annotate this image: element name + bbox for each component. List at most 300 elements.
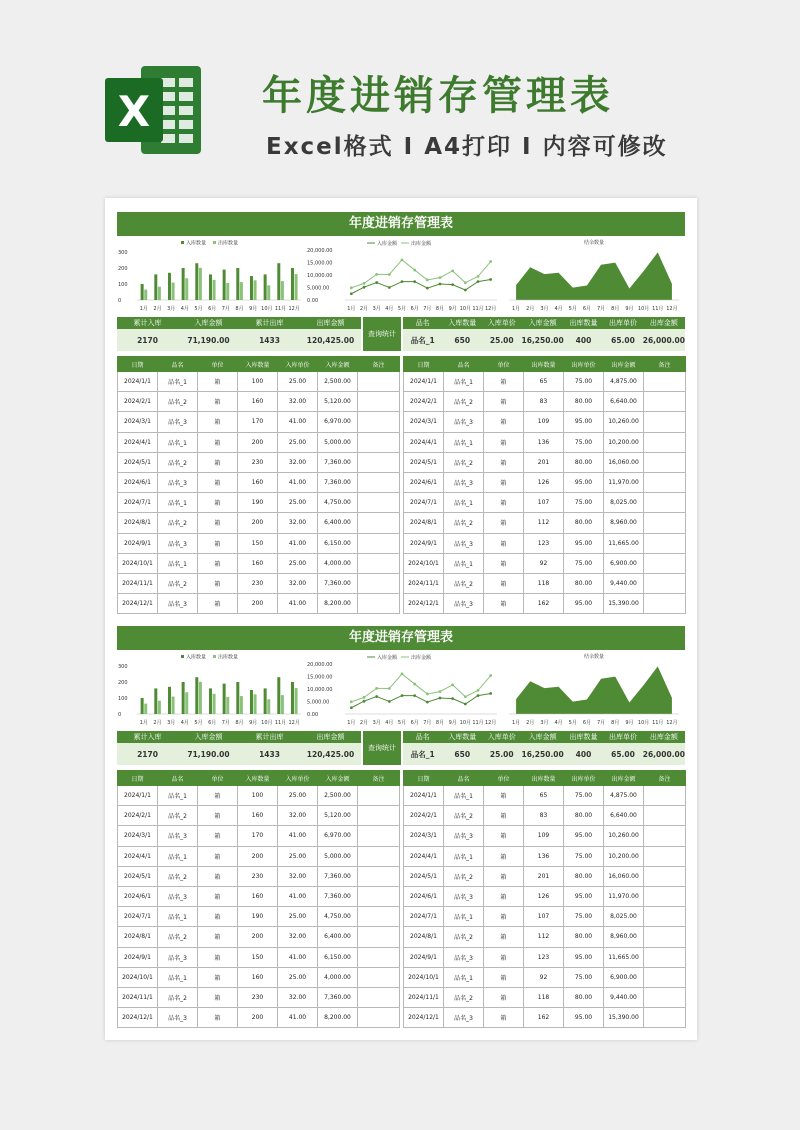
table-cell[interactable]: 10,260.00 <box>604 826 644 846</box>
table-cell[interactable]: 2024/7/1 <box>118 907 158 927</box>
table-cell[interactable]: 5,000.00 <box>318 846 358 866</box>
table-cell[interactable]: 箱 <box>484 846 524 866</box>
table-cell[interactable]: 25.00 <box>278 846 318 866</box>
table-cell[interactable]: 箱 <box>198 513 238 533</box>
table-cell[interactable]: 箱 <box>198 806 238 826</box>
table-cell[interactable]: 100 <box>238 786 278 806</box>
table-cell[interactable]: 2024/2/1 <box>118 392 158 412</box>
table-cell[interactable]: 2024/5/1 <box>118 866 158 886</box>
table-cell[interactable]: 6,150.00 <box>318 947 358 967</box>
table-cell[interactable]: 95.00 <box>564 947 604 967</box>
table-cell[interactable]: 2024/3/1 <box>118 826 158 846</box>
table-cell[interactable]: 25.00 <box>278 553 318 573</box>
table-cell[interactable]: 11,665.00 <box>604 947 644 967</box>
query-stats-button[interactable]: 查询统计 <box>363 317 401 351</box>
table-cell[interactable]: 2024/12/1 <box>404 1008 444 1028</box>
table-cell[interactable]: 6,900.00 <box>604 967 644 987</box>
table-cell[interactable]: 箱 <box>198 846 238 866</box>
table-cell[interactable]: 品名_2 <box>444 452 484 472</box>
table-cell[interactable]: 4,000.00 <box>318 967 358 987</box>
product-select[interactable]: 品名_1 <box>403 329 443 351</box>
table-cell[interactable] <box>644 907 686 927</box>
table-cell[interactable]: 80.00 <box>564 987 604 1007</box>
table-cell[interactable]: 75.00 <box>564 967 604 987</box>
table-cell[interactable]: 6,400.00 <box>318 927 358 947</box>
table-cell[interactable]: 201 <box>524 866 564 886</box>
table-cell[interactable]: 品名_2 <box>158 573 198 593</box>
table-cell[interactable]: 2024/1/1 <box>404 372 444 392</box>
table-cell[interactable]: 190 <box>238 493 278 513</box>
table-cell[interactable]: 品名_1 <box>444 372 484 392</box>
table-cell[interactable]: 136 <box>524 846 564 866</box>
table-cell[interactable] <box>358 412 400 432</box>
table-cell[interactable]: 品名_1 <box>444 967 484 987</box>
table-cell[interactable]: 品名_3 <box>444 1008 484 1028</box>
table-cell[interactable]: 箱 <box>198 493 238 513</box>
table-cell[interactable]: 95.00 <box>564 533 604 553</box>
table-cell[interactable]: 75.00 <box>564 786 604 806</box>
table-cell[interactable]: 箱 <box>484 493 524 513</box>
table-cell[interactable]: 160 <box>238 806 278 826</box>
table-cell[interactable] <box>358 372 400 392</box>
table-cell[interactable]: 2024/11/1 <box>404 987 444 1007</box>
table-cell[interactable]: 25.00 <box>278 907 318 927</box>
table-cell[interactable]: 41.00 <box>278 1008 318 1028</box>
table-cell[interactable] <box>358 493 400 513</box>
table-cell[interactable]: 2024/11/1 <box>118 573 158 593</box>
table-cell[interactable]: 150 <box>238 947 278 967</box>
table-cell[interactable] <box>358 392 400 412</box>
table-cell[interactable]: 箱 <box>198 1008 238 1028</box>
table-cell[interactable]: 2024/3/1 <box>404 412 444 432</box>
table-cell[interactable]: 32.00 <box>278 513 318 533</box>
table-cell[interactable]: 品名_1 <box>158 372 198 392</box>
table-cell[interactable]: 32.00 <box>278 452 318 472</box>
table-cell[interactable]: 118 <box>524 987 564 1007</box>
table-cell[interactable]: 32.00 <box>278 866 318 886</box>
table-cell[interactable]: 8,025.00 <box>604 907 644 927</box>
table-cell[interactable]: 80.00 <box>564 573 604 593</box>
table-cell[interactable]: 75.00 <box>564 907 604 927</box>
table-cell[interactable]: 箱 <box>484 452 524 472</box>
table-cell[interactable]: 2024/2/1 <box>118 806 158 826</box>
table-cell[interactable]: 41.00 <box>278 594 318 614</box>
table-cell[interactable]: 品名_1 <box>444 432 484 452</box>
table-cell[interactable]: 41.00 <box>278 826 318 846</box>
table-cell[interactable]: 箱 <box>484 594 524 614</box>
table-cell[interactable] <box>644 533 686 553</box>
table-cell[interactable]: 83 <box>524 806 564 826</box>
table-cell[interactable]: 5,000.00 <box>318 432 358 452</box>
table-cell[interactable] <box>644 947 686 967</box>
table-cell[interactable]: 8,960.00 <box>604 927 644 947</box>
table-cell[interactable] <box>644 866 686 886</box>
table-cell[interactable]: 2024/5/1 <box>404 866 444 886</box>
table-cell[interactable]: 80.00 <box>564 927 604 947</box>
table-cell[interactable]: 2024/2/1 <box>404 392 444 412</box>
table-cell[interactable]: 7,360.00 <box>318 987 358 1007</box>
table-cell[interactable] <box>358 432 400 452</box>
table-cell[interactable]: 2024/1/1 <box>404 786 444 806</box>
table-cell[interactable] <box>358 472 400 492</box>
table-cell[interactable]: 41.00 <box>278 412 318 432</box>
table-cell[interactable]: 10,200.00 <box>604 846 644 866</box>
table-cell[interactable] <box>358 826 400 846</box>
table-cell[interactable] <box>358 927 400 947</box>
table-cell[interactable]: 5,120.00 <box>318 806 358 826</box>
table-cell[interactable]: 136 <box>524 432 564 452</box>
table-cell[interactable] <box>644 927 686 947</box>
table-cell[interactable]: 2024/7/1 <box>404 907 444 927</box>
table-cell[interactable]: 箱 <box>484 806 524 826</box>
table-cell[interactable]: 6,970.00 <box>318 412 358 432</box>
table-cell[interactable] <box>644 594 686 614</box>
table-cell[interactable]: 200 <box>238 594 278 614</box>
table-cell[interactable]: 170 <box>238 826 278 846</box>
table-cell[interactable]: 2024/12/1 <box>118 1008 158 1028</box>
table-cell[interactable]: 100 <box>238 372 278 392</box>
table-cell[interactable] <box>358 907 400 927</box>
table-cell[interactable]: 2024/11/1 <box>404 573 444 593</box>
table-cell[interactable] <box>644 553 686 573</box>
table-cell[interactable]: 2024/3/1 <box>118 412 158 432</box>
table-cell[interactable]: 32.00 <box>278 392 318 412</box>
table-cell[interactable]: 150 <box>238 533 278 553</box>
table-cell[interactable]: 品名_3 <box>158 947 198 967</box>
table-cell[interactable]: 品名_3 <box>444 947 484 967</box>
table-cell[interactable]: 2024/2/1 <box>404 806 444 826</box>
table-cell[interactable] <box>358 846 400 866</box>
table-cell[interactable] <box>644 806 686 826</box>
table-cell[interactable] <box>644 513 686 533</box>
table-cell[interactable]: 2024/9/1 <box>118 533 158 553</box>
table-cell[interactable]: 7,360.00 <box>318 886 358 906</box>
table-cell[interactable]: 箱 <box>484 967 524 987</box>
table-cell[interactable] <box>644 432 686 452</box>
table-cell[interactable]: 品名_1 <box>158 846 198 866</box>
table-cell[interactable]: 2024/6/1 <box>404 886 444 906</box>
table-cell[interactable]: 65 <box>524 372 564 392</box>
table-cell[interactable] <box>644 412 686 432</box>
table-cell[interactable] <box>358 866 400 886</box>
table-cell[interactable]: 6,640.00 <box>604 392 644 412</box>
table-cell[interactable]: 品名_2 <box>444 573 484 593</box>
table-cell[interactable]: 2024/9/1 <box>118 947 158 967</box>
table-cell[interactable]: 2024/8/1 <box>404 513 444 533</box>
table-cell[interactable]: 95.00 <box>564 826 604 846</box>
table-cell[interactable]: 5,120.00 <box>318 392 358 412</box>
table-cell[interactable]: 83 <box>524 392 564 412</box>
table-cell[interactable]: 品名_3 <box>158 886 198 906</box>
table-cell[interactable]: 2024/4/1 <box>118 432 158 452</box>
table-cell[interactable]: 6,400.00 <box>318 513 358 533</box>
table-cell[interactable]: 品名_2 <box>444 927 484 947</box>
table-cell[interactable]: 170 <box>238 412 278 432</box>
table-cell[interactable]: 2024/10/1 <box>404 553 444 573</box>
table-cell[interactable]: 品名_3 <box>158 594 198 614</box>
table-cell[interactable]: 箱 <box>484 372 524 392</box>
table-cell[interactable]: 75.00 <box>564 493 604 513</box>
table-cell[interactable]: 2024/5/1 <box>118 452 158 472</box>
table-cell[interactable]: 41.00 <box>278 533 318 553</box>
table-cell[interactable]: 200 <box>238 513 278 533</box>
table-cell[interactable]: 品名_1 <box>444 846 484 866</box>
table-cell[interactable]: 25.00 <box>278 372 318 392</box>
table-cell[interactable]: 230 <box>238 866 278 886</box>
table-cell[interactable]: 2024/8/1 <box>118 927 158 947</box>
table-cell[interactable] <box>644 1008 686 1028</box>
table-cell[interactable] <box>644 372 686 392</box>
table-cell[interactable] <box>358 553 400 573</box>
table-cell[interactable]: 2024/1/1 <box>118 372 158 392</box>
table-cell[interactable]: 7,360.00 <box>318 472 358 492</box>
table-cell[interactable] <box>644 472 686 492</box>
table-cell[interactable]: 2024/12/1 <box>404 594 444 614</box>
table-cell[interactable]: 箱 <box>484 432 524 452</box>
table-cell[interactable]: 箱 <box>484 553 524 573</box>
table-cell[interactable]: 6,150.00 <box>318 533 358 553</box>
table-cell[interactable]: 80.00 <box>564 452 604 472</box>
table-cell[interactable]: 箱 <box>198 533 238 553</box>
table-cell[interactable]: 75.00 <box>564 432 604 452</box>
table-cell[interactable]: 品名_1 <box>158 432 198 452</box>
table-cell[interactable]: 箱 <box>198 432 238 452</box>
table-cell[interactable]: 9,440.00 <box>604 573 644 593</box>
table-cell[interactable]: 箱 <box>198 452 238 472</box>
table-cell[interactable]: 品名_1 <box>158 907 198 927</box>
table-cell[interactable]: 41.00 <box>278 947 318 967</box>
table-cell[interactable]: 品名_3 <box>444 472 484 492</box>
table-cell[interactable]: 230 <box>238 573 278 593</box>
table-cell[interactable]: 箱 <box>198 927 238 947</box>
table-cell[interactable] <box>358 513 400 533</box>
table-cell[interactable]: 200 <box>238 1008 278 1028</box>
table-cell[interactable]: 2024/5/1 <box>404 452 444 472</box>
table-cell[interactable]: 15,390.00 <box>604 594 644 614</box>
table-cell[interactable]: 6,640.00 <box>604 806 644 826</box>
table-cell[interactable]: 品名_3 <box>444 533 484 553</box>
table-cell[interactable]: 32.00 <box>278 573 318 593</box>
table-cell[interactable]: 品名_2 <box>158 806 198 826</box>
table-cell[interactable]: 118 <box>524 573 564 593</box>
table-cell[interactable]: 112 <box>524 927 564 947</box>
table-cell[interactable]: 201 <box>524 452 564 472</box>
table-cell[interactable]: 107 <box>524 493 564 513</box>
table-cell[interactable]: 95.00 <box>564 594 604 614</box>
table-cell[interactable]: 箱 <box>198 947 238 967</box>
table-cell[interactable]: 25.00 <box>278 432 318 452</box>
table-cell[interactable]: 2024/4/1 <box>404 846 444 866</box>
table-cell[interactable]: 2024/10/1 <box>118 553 158 573</box>
table-cell[interactable] <box>358 786 400 806</box>
table-cell[interactable]: 品名_1 <box>158 786 198 806</box>
table-cell[interactable]: 126 <box>524 472 564 492</box>
table-cell[interactable]: 品名_2 <box>444 866 484 886</box>
table-cell[interactable]: 8,960.00 <box>604 513 644 533</box>
table-cell[interactable]: 230 <box>238 452 278 472</box>
table-cell[interactable]: 25.00 <box>278 786 318 806</box>
table-cell[interactable]: 123 <box>524 533 564 553</box>
table-cell[interactable]: 2024/4/1 <box>118 846 158 866</box>
table-cell[interactable]: 200 <box>238 432 278 452</box>
table-cell[interactable]: 箱 <box>484 472 524 492</box>
table-cell[interactable]: 品名_1 <box>444 907 484 927</box>
table-cell[interactable]: 品名_3 <box>444 826 484 846</box>
table-cell[interactable]: 箱 <box>484 786 524 806</box>
table-cell[interactable]: 25.00 <box>278 967 318 987</box>
table-cell[interactable]: 箱 <box>484 866 524 886</box>
table-cell[interactable]: 2024/11/1 <box>118 987 158 1007</box>
table-cell[interactable]: 92 <box>524 967 564 987</box>
table-cell[interactable]: 65 <box>524 786 564 806</box>
table-cell[interactable]: 2024/4/1 <box>404 432 444 452</box>
table-cell[interactable]: 品名_2 <box>444 987 484 1007</box>
table-cell[interactable]: 箱 <box>198 594 238 614</box>
query-stats-button[interactable]: 查询统计 <box>363 731 401 765</box>
table-cell[interactable] <box>358 594 400 614</box>
table-cell[interactable]: 80.00 <box>564 866 604 886</box>
table-cell[interactable]: 4,000.00 <box>318 553 358 573</box>
table-cell[interactable]: 品名_2 <box>158 927 198 947</box>
table-cell[interactable]: 品名_3 <box>158 472 198 492</box>
table-cell[interactable]: 品名_1 <box>444 493 484 513</box>
table-cell[interactable]: 箱 <box>198 967 238 987</box>
table-cell[interactable]: 75.00 <box>564 846 604 866</box>
table-cell[interactable]: 230 <box>238 987 278 1007</box>
table-cell[interactable]: 箱 <box>484 573 524 593</box>
table-cell[interactable]: 75.00 <box>564 372 604 392</box>
table-cell[interactable]: 80.00 <box>564 392 604 412</box>
table-cell[interactable]: 32.00 <box>278 987 318 1007</box>
table-cell[interactable]: 箱 <box>484 533 524 553</box>
table-cell[interactable]: 4,875.00 <box>604 786 644 806</box>
table-cell[interactable]: 箱 <box>198 553 238 573</box>
table-cell[interactable]: 32.00 <box>278 806 318 826</box>
table-cell[interactable]: 品名_3 <box>444 412 484 432</box>
table-cell[interactable]: 箱 <box>198 907 238 927</box>
table-cell[interactable]: 箱 <box>198 472 238 492</box>
table-cell[interactable]: 10,200.00 <box>604 432 644 452</box>
table-cell[interactable]: 箱 <box>198 412 238 432</box>
table-cell[interactable]: 箱 <box>198 826 238 846</box>
table-cell[interactable]: 2024/8/1 <box>118 513 158 533</box>
table-cell[interactable]: 箱 <box>484 392 524 412</box>
table-cell[interactable]: 品名_2 <box>158 452 198 472</box>
table-cell[interactable]: 41.00 <box>278 886 318 906</box>
table-cell[interactable]: 200 <box>238 927 278 947</box>
table-cell[interactable]: 8,200.00 <box>318 1008 358 1028</box>
table-cell[interactable]: 80.00 <box>564 513 604 533</box>
table-cell[interactable]: 箱 <box>198 786 238 806</box>
table-cell[interactable]: 品名_2 <box>444 513 484 533</box>
table-cell[interactable]: 箱 <box>198 573 238 593</box>
table-cell[interactable]: 107 <box>524 907 564 927</box>
table-cell[interactable]: 箱 <box>484 826 524 846</box>
table-cell[interactable]: 箱 <box>484 886 524 906</box>
table-cell[interactable] <box>644 846 686 866</box>
table-cell[interactable] <box>644 826 686 846</box>
table-cell[interactable]: 2024/9/1 <box>404 533 444 553</box>
table-cell[interactable]: 箱 <box>198 372 238 392</box>
table-cell[interactable]: 200 <box>238 846 278 866</box>
table-cell[interactable]: 11,665.00 <box>604 533 644 553</box>
table-cell[interactable] <box>644 886 686 906</box>
table-cell[interactable]: 75.00 <box>564 553 604 573</box>
table-cell[interactable]: 品名_3 <box>158 1008 198 1028</box>
table-cell[interactable]: 8,200.00 <box>318 594 358 614</box>
table-cell[interactable] <box>358 533 400 553</box>
table-cell[interactable]: 2024/7/1 <box>404 493 444 513</box>
table-cell[interactable]: 112 <box>524 513 564 533</box>
table-cell[interactable]: 160 <box>238 886 278 906</box>
table-cell[interactable]: 123 <box>524 947 564 967</box>
table-cell[interactable] <box>644 452 686 472</box>
table-cell[interactable] <box>644 573 686 593</box>
table-cell[interactable]: 品名_2 <box>158 866 198 886</box>
table-cell[interactable]: 16,060.00 <box>604 866 644 886</box>
table-cell[interactable]: 2024/3/1 <box>404 826 444 846</box>
table-cell[interactable]: 2024/1/1 <box>118 786 158 806</box>
table-cell[interactable] <box>358 886 400 906</box>
table-cell[interactable]: 箱 <box>484 412 524 432</box>
table-cell[interactable]: 2024/6/1 <box>118 472 158 492</box>
product-select[interactable]: 品名_1 <box>403 743 443 765</box>
table-cell[interactable]: 箱 <box>198 392 238 412</box>
table-cell[interactable]: 80.00 <box>564 806 604 826</box>
table-cell[interactable] <box>358 967 400 987</box>
table-cell[interactable]: 品名_1 <box>158 967 198 987</box>
table-cell[interactable]: 10,260.00 <box>604 412 644 432</box>
table-cell[interactable]: 32.00 <box>278 927 318 947</box>
table-cell[interactable]: 160 <box>238 472 278 492</box>
table-cell[interactable]: 109 <box>524 412 564 432</box>
table-cell[interactable] <box>358 987 400 1007</box>
table-cell[interactable]: 7,360.00 <box>318 452 358 472</box>
table-cell[interactable]: 品名_3 <box>158 533 198 553</box>
table-cell[interactable] <box>358 947 400 967</box>
table-cell[interactable]: 2,500.00 <box>318 786 358 806</box>
table-cell[interactable]: 品名_2 <box>444 806 484 826</box>
table-cell[interactable]: 箱 <box>484 907 524 927</box>
table-cell[interactable]: 6,900.00 <box>604 553 644 573</box>
table-cell[interactable] <box>358 573 400 593</box>
table-cell[interactable]: 162 <box>524 1008 564 1028</box>
table-cell[interactable]: 品名_1 <box>158 493 198 513</box>
table-cell[interactable]: 2024/6/1 <box>404 472 444 492</box>
table-cell[interactable]: 16,060.00 <box>604 452 644 472</box>
table-cell[interactable]: 95.00 <box>564 886 604 906</box>
table-cell[interactable]: 2024/7/1 <box>118 493 158 513</box>
table-cell[interactable]: 箱 <box>484 947 524 967</box>
table-cell[interactable]: 箱 <box>484 1008 524 1028</box>
table-cell[interactable]: 品名_2 <box>158 987 198 1007</box>
table-cell[interactable]: 11,970.00 <box>604 472 644 492</box>
table-cell[interactable]: 品名_3 <box>158 826 198 846</box>
table-cell[interactable]: 箱 <box>484 513 524 533</box>
table-cell[interactable]: 品名_3 <box>444 594 484 614</box>
table-cell[interactable]: 箱 <box>198 987 238 1007</box>
table-cell[interactable]: 2024/6/1 <box>118 886 158 906</box>
table-cell[interactable]: 品名_2 <box>158 392 198 412</box>
table-cell[interactable] <box>644 987 686 1007</box>
table-cell[interactable]: 品名_2 <box>158 513 198 533</box>
table-cell[interactable]: 25.00 <box>278 493 318 513</box>
table-cell[interactable]: 品名_1 <box>444 786 484 806</box>
table-cell[interactable]: 8,025.00 <box>604 493 644 513</box>
table-cell[interactable]: 品名_1 <box>444 553 484 573</box>
table-cell[interactable]: 160 <box>238 392 278 412</box>
table-cell[interactable]: 162 <box>524 594 564 614</box>
